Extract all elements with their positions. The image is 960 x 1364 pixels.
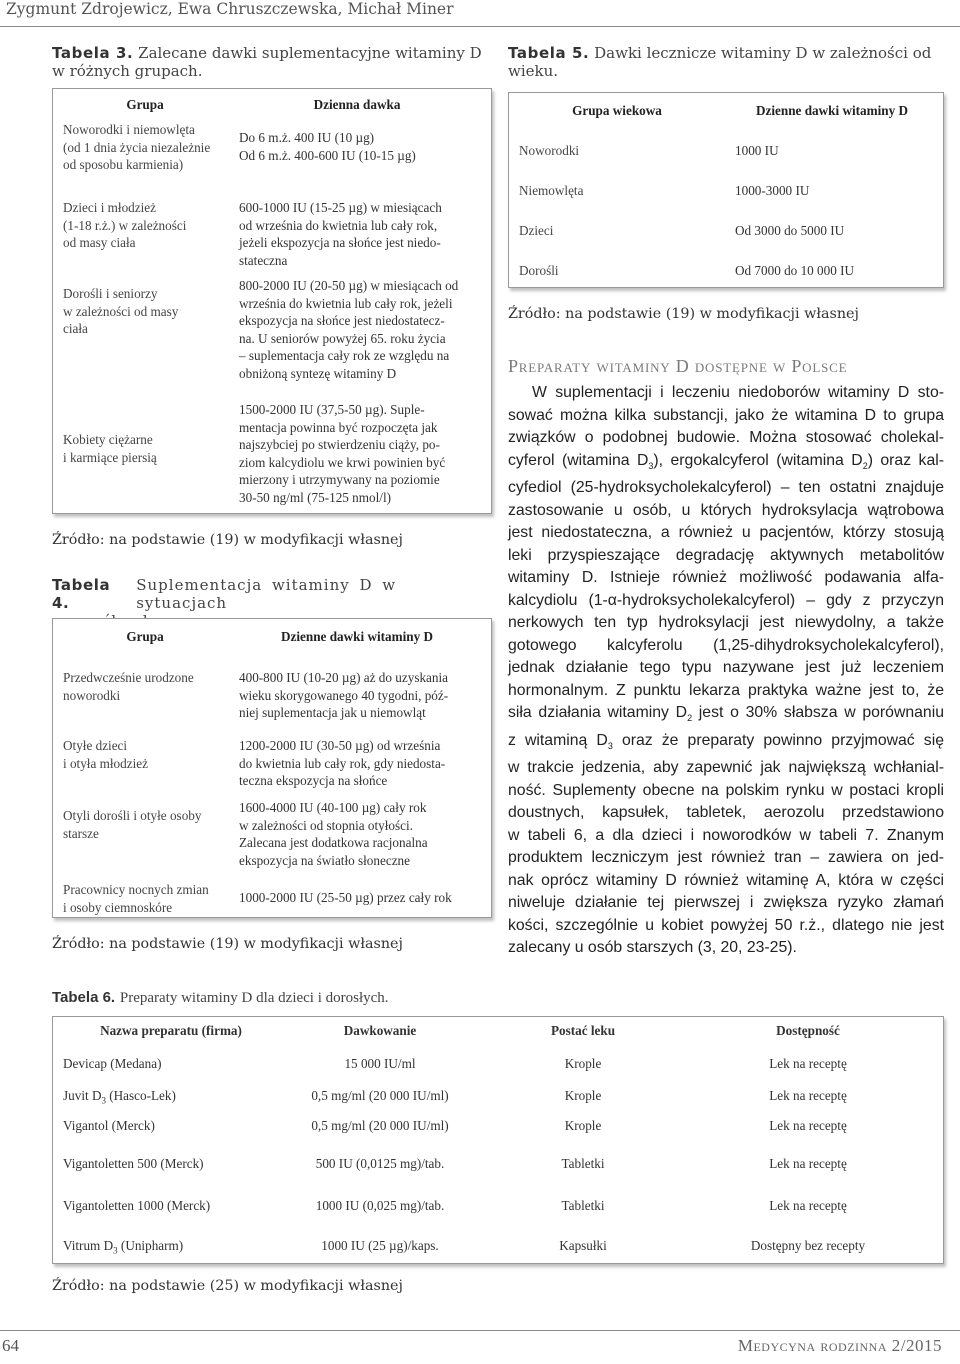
table3	[52, 88, 492, 514]
table4-dose-line: niej suplementacja jak u niemowląt	[239, 705, 426, 720]
paragraph-line: niweluje działanie tej pierwszej i zwiększa ryzyko złamań	[508, 894, 944, 912]
table3-dose-line: 1500-2000 IU (37,5-50 µg). Suple-	[239, 402, 425, 417]
table4-source: Źródło: na podstawie (19) w modyfikacji własnej	[52, 936, 403, 952]
table3-row-group	[63, 285, 233, 338]
table4-caption-text-1: Suplementacja witaminy D w sytuacjach	[136, 576, 397, 612]
table3-dose-line: września do kwietnia lub cały rok, jeżeli	[239, 295, 453, 311]
paragraph-line: w trakcie jedzenia, aby zapewnić jak największą wchłanial-	[508, 759, 944, 777]
table6-header-1: Dawkowanie	[343, 1023, 417, 1038]
table3-dose-line: ziom kalcydiolu we krwi powinien być	[239, 454, 446, 470]
journal-name: Medycyna rodzinna 2/2015	[737, 1336, 942, 1355]
paragraph-line: cyferol (witamina $D_3$), ergokalcyferol (witamina $D_2$) oraz kal-	[508, 451, 945, 471]
table5-header-dose: Dzienne dawki witaminy D	[755, 103, 909, 118]
table4-row-dose	[239, 889, 489, 907]
paragraph-line: zastosowanie u osób, u których hydroksylacja wątrobowa	[508, 501, 944, 519]
table6-cell: Kapsułki	[559, 1238, 607, 1253]
table6-caption	[52, 988, 652, 1007]
table3-dose-line: jeżeli ekspozycja na słońce jest niedo-	[239, 235, 441, 250]
table6-cell: Lek na receptę	[769, 1056, 847, 1071]
table5-caption-text: Dawki lecznicze witaminy D w zależności od wieku.	[508, 44, 932, 80]
table6-header-2: Postać leku	[550, 1023, 616, 1038]
section-heading: Preparaty witaminy D dostępne w Polsce	[508, 356, 848, 376]
table4-caption-label: Tabela 4.	[52, 576, 111, 612]
table4-dose-line: w zależności od stopnia otyłości.	[239, 817, 413, 833]
table5-caption	[508, 44, 944, 80]
table4-group-line: i osoby ciemnoskóre	[63, 899, 173, 915]
table6-cell: Lek na receptę	[769, 1088, 847, 1103]
table3-dose-line: na. U seniorów powyżej 65. roku życia	[239, 330, 446, 346]
table3-group-line: w zależności od masy	[63, 303, 179, 319]
table3-dose-line: 600-1000 IU (15-25 µg) w miesiącach	[239, 200, 442, 215]
table4-dose-line: Zalecana jest dodatkowa racjonalna	[239, 835, 428, 850]
table4-dose-line: teczna ekspozycja na słońce	[239, 773, 388, 788]
paragraph-line: nak oprócz witaminy D również witaminę A, która w części	[508, 871, 944, 889]
table3-row-dose	[239, 199, 489, 269]
table4	[52, 618, 492, 918]
table6	[52, 1016, 944, 1264]
table6-cell: 1000 IU (0,025 mg)/tab.	[315, 1198, 445, 1213]
table3-header-dose: Dzienna dawka	[313, 97, 401, 112]
table3-row-group	[63, 431, 233, 466]
table3-dose-line: 30-50 ng/ml (75-125 nmol/l)	[239, 489, 392, 505]
table3-header-group: Grupa	[126, 97, 164, 112]
table3-group-line: ciała	[63, 321, 88, 336]
paragraph-line: W suplementacji i leczeniu niedoborów witaminy D sto-	[532, 384, 944, 401]
paragraph-line: związków o podobnej budowie. Można stosować cholekal-	[508, 429, 944, 446]
paragraph-line: kości, szczególnie u kobiet powyżej 50 r.ż., dlatego nie jest	[508, 916, 944, 934]
table3-dose-line: – suplementacja cały rok ze względu na	[239, 348, 450, 363]
table3-group-line: od masy ciała	[63, 235, 136, 250]
table4-group-line: Otyłe dzieci	[63, 738, 128, 753]
table6-cell: Krople	[564, 1056, 602, 1071]
table4-dose-line: ekspozycja na światło słoneczne	[239, 852, 411, 868]
table5-row-dose: 1000 IU	[735, 143, 779, 158]
table3-dose-line: stateczna	[239, 252, 288, 268]
table4-header-dose: Dzienne dawki witaminy D	[280, 629, 434, 644]
table4-dose-line: 400-800 IU (10-20 µg) aż do uzyskania	[239, 670, 449, 685]
table5-row-dose: Od 7000 do 10 000 IU	[735, 263, 855, 278]
table6-header-0: Nazwa preparatu (firma)	[100, 1023, 242, 1038]
paragraph-line: kalcydiolu (1-α-hydroksycholekalcyferol) – gdy z przyczyn	[508, 591, 944, 609]
table3-row-group	[63, 121, 233, 174]
table5-row-dose: 1000-3000 IU	[735, 183, 810, 198]
table6-cell: Tabletki	[561, 1198, 605, 1213]
paragraph-line: siła działania witaminy $D_2$ jest o 30% słabsza w porównaniu	[508, 704, 945, 724]
table4-header-group: Grupa	[126, 629, 164, 644]
table5-header-group: Grupa wiekowa	[572, 103, 662, 118]
table6-cell: Dostępny bez recepty	[750, 1238, 866, 1253]
table3-caption-label: Tabela 3.	[52, 44, 134, 62]
table5-caption-label: Tabela 5.	[508, 44, 590, 62]
page-number: 64	[2, 1336, 19, 1355]
table6-caption-label: Tabela 6.	[52, 989, 116, 1006]
table3-caption	[52, 44, 492, 80]
table3-group-line: Noworodki i niemowlęta	[63, 122, 195, 137]
table3-row-dose	[239, 277, 489, 382]
paragraph-line: jest niedostateczna, a również u pacjentów, którzy stosują	[508, 524, 944, 542]
paragraph-line: sować można kilka substancji, jako że witamina D to grupa	[508, 406, 944, 424]
table6-cell: Lek na receptę	[769, 1118, 847, 1133]
paragraph-line: ność. Suplementy obecne na polskim rynku w postaci kropli	[508, 781, 944, 799]
table6-caption-text: Preparaty witaminy D dla dzieci i dorosłych.	[119, 990, 389, 1006]
table3-row-group	[63, 199, 233, 252]
table4-group-line: Pracownicy nocnych zmian	[63, 882, 209, 897]
table4-dose-line: do kwietnia lub cały rok, gdy niedosta-	[239, 755, 446, 771]
table6-cell: 500 IU (0,0125 mg)/tab.	[315, 1156, 445, 1171]
table4-dose-line: 1000-2000 IU (25-50 µg) przez cały rok	[239, 890, 452, 905]
table6-cell: Vigantoletten 500 (Merck)	[63, 1156, 204, 1171]
table3-group-line: (1-18 r.ż.) w zależności	[63, 217, 187, 233]
table6-cell: 0,5 mg/ml (20 000 IU/ml)	[311, 1088, 449, 1103]
table6-source: Źródło: na podstawie (25) w modyfikacji własnej	[52, 1278, 403, 1294]
paragraph-line: gotowego kalcyferolu (1,25-dihydroksycholekalcyferol),	[508, 636, 944, 654]
table6-cell: 1000 IU (25 µg)/kaps.	[321, 1238, 439, 1253]
table6-cell: Lek na receptę	[769, 1198, 847, 1213]
table4-row-group	[63, 669, 233, 704]
table6-cell: Vitrum $D_3$ (Unipharm)	[63, 1238, 184, 1256]
table5-row-group: Noworodki	[519, 143, 580, 158]
table4-row-group	[63, 807, 233, 842]
footer-rule	[0, 1330, 960, 1331]
table4-row-dose	[239, 737, 489, 790]
paragraph-line: witaminy D. Istnieje również możliwość podawania alfa-	[508, 569, 944, 587]
table3-dose-line: Do 6 m.ż. 400 IU (10 µg)	[239, 130, 375, 145]
paragraph-line: cyfediol (25-hydroksycholekalcyferol) – ten ostatni znajduje	[508, 479, 944, 497]
table4-group-line: Otyli dorośli i otyłe osoby	[63, 808, 202, 823]
table5-row-group: Dzieci	[519, 223, 554, 238]
paragraph-line: hormonalnym. Z punktu lekarza praktyka ważne jest to, że	[508, 681, 944, 699]
table4-group-line: i otyła młodzież	[63, 755, 148, 771]
table5-row-group: Dorośli	[519, 263, 559, 278]
table4-dose-line: 1200-2000 IU (30-50 µg) od września	[239, 738, 441, 753]
table5-row-group: Niemowlęta	[519, 183, 584, 198]
table3-dose-line: mierzony i utrzymywany na poziomie	[239, 472, 440, 487]
paragraph-line: doustnych, kapsułek, tabletek, aerozolu przedstawiono	[508, 804, 944, 822]
table6-cell: Tabletki	[561, 1156, 605, 1171]
table3-group-line: i karmiące piersią	[63, 449, 157, 465]
paragraph-line: leki przyspieszające degradację aktywnych metabolitów	[508, 546, 944, 564]
table3-caption-text: Zalecane dawki suplementacyjne witaminy D w różnych grupach.	[52, 44, 482, 80]
table4-dose-line: 1600-4000 IU (40-100 µg) cały rok	[239, 800, 427, 815]
table3-dose-line: 800-2000 IU (20-50 µg) w miesiącach od	[239, 278, 459, 293]
table3-row-dose	[239, 401, 489, 506]
table6-cell: Devicap (Medana)	[63, 1056, 162, 1071]
paragraph-line: z witaminą $D_3$ oraz że preparaty powinno przyjmować się	[508, 731, 944, 751]
table4-row-group	[63, 881, 233, 916]
table3-group-line: (od 1 dnia życia niezależnie	[63, 139, 211, 155]
paragraph-line: jednak działanie tego typu nazywane jest już leczeniem	[508, 659, 944, 677]
table4-group-line: Przedwcześnie urodzone	[63, 670, 194, 685]
table5-row-dose: Od 3000 do 5000 IU	[735, 223, 845, 238]
paragraph-line: zalecany u osób starszych (3, 20, 23-25).	[508, 939, 797, 957]
table4-dose-line: wieku skorygowanego 40 tygodni, póź-	[239, 687, 449, 703]
table6-header-3: Dostępność	[776, 1023, 840, 1038]
paragraph-line: w tabeli 6, a dla dzieci i noworodków w tabeli 7. Znanym	[508, 826, 944, 844]
paragraph-line: produktem leczniczym jest również tran – zawiera on jed-	[508, 849, 944, 867]
table6-cell: Vigantol (Merck)	[63, 1118, 155, 1133]
table3-dose-line: Od 6 m.ż. 400-600 IU (10-15 µg)	[239, 147, 416, 163]
header-rule	[0, 26, 960, 27]
table5-source: Źródło: na podstawie (19) w modyfikacji własnej	[508, 306, 859, 322]
table3-group-line: Dorośli i seniorzy	[63, 286, 158, 301]
table4-group-line: starsze	[63, 825, 99, 841]
table6-cell: 15 000 IU/ml	[344, 1056, 416, 1071]
table6-cell: Juvit $D_3$ (Hasco-Lek)	[63, 1088, 176, 1106]
table6-cell: Krople	[564, 1088, 602, 1103]
table3-row-dose	[239, 129, 489, 164]
table6-cell: 0,5 mg/ml (20 000 IU/ml)	[311, 1118, 449, 1133]
table4-row-group	[63, 737, 233, 772]
table5	[508, 92, 944, 288]
table3-dose-line: od września do kwietnia lub cały rok,	[239, 217, 438, 233]
table6-cell: Lek na receptę	[769, 1156, 847, 1171]
paragraph-line: nerkowych ten typ hydroksylacji jest niewydolny, a także	[508, 614, 944, 632]
table4-group-line: noworodki	[63, 687, 121, 703]
table4-row-dose	[239, 669, 489, 722]
table3-group-line: Kobiety ciężarne	[63, 432, 153, 447]
table6-cell: Vigantoletten 1000 (Merck)	[63, 1198, 211, 1213]
table6-cell: Krople	[564, 1118, 602, 1133]
table3-dose-line: obniżoną syntezę witaminy D	[239, 365, 397, 381]
table4-row-dose	[239, 799, 489, 869]
section-paragraph	[508, 382, 944, 960]
table3-group-line: od sposobu karmienia)	[63, 157, 184, 172]
table3-dose-line: ekspozycja na słońce jest niedostatecz-	[239, 313, 445, 328]
running-header-authors: Zygmunt Zdrojewicz, Ewa Chruszczewska, Michał Miner	[6, 0, 454, 18]
table3-dose-line: mentacja powinna być rozpoczęta jak	[239, 419, 438, 435]
table3-dose-line: najszybciej po stwierdzeniu ciąży, po-	[239, 437, 440, 452]
table3-source: Źródło: na podstawie (19) w modyfikacji własnej	[52, 532, 403, 548]
table3-group-line: Dzieci i młodzież	[63, 200, 157, 215]
